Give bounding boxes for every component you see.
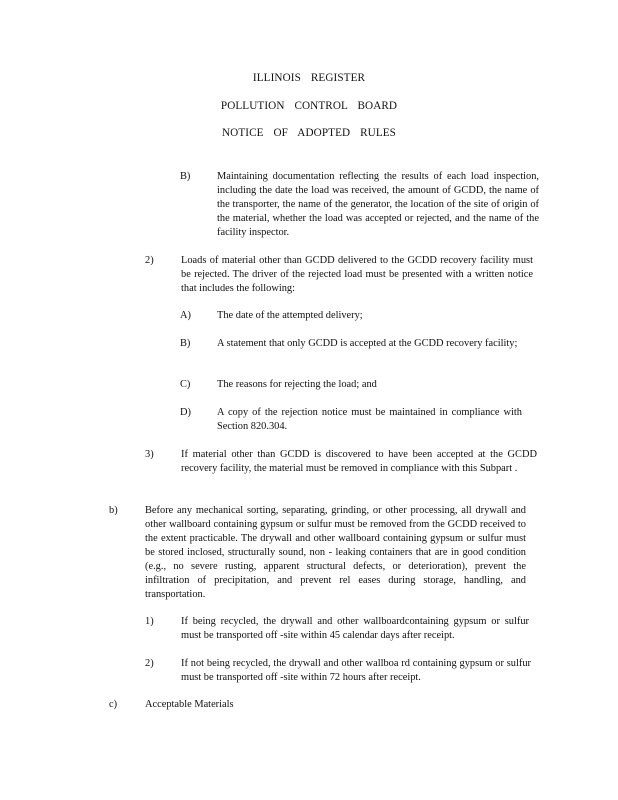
item-label: 2) (145, 658, 154, 669)
item-label: D) (180, 407, 191, 418)
item-label: 3) (145, 449, 154, 460)
item-text: Maintaining documentation reflecting the results of each load inspection, including the date the load was received, the amount of GCDD, the name of the transporter, the name of the generator, the location of the site of origin of the material, whether the load was accepted or rejected, and the name of the facility inspector. (217, 171, 539, 238)
item-label: B) (180, 171, 191, 182)
item-text: If not being recycled, the drywall and other wallboa rd containing gypsum or sulfur must be transported off -site within 72 hours after receipt. (181, 658, 531, 683)
item-text: If being recycled, the drywall and other wallboardcontaining gypsum or sulfur must be transported off -site within 45 calendar days after receipt. (181, 616, 529, 641)
item-label: c) (109, 699, 118, 710)
item-text: Before any mechanical sorting, separating, grinding, or other processing, all drywall and other wallboard containing gypsum or sulfur must be removed from the GCDD received to the extent practicable. The drywall and other wallboard containing gypsum or sulfur must be stored inclosed, structurally sound, non - leaking containers that are in good condition (e.g., no severe rusting, apparent structural defects, or deterioration), prevent the infiltration of precipitation, and prevent rel eases during storage, handling, and transportation. (145, 505, 526, 600)
header-notice: NOTICE OF ADOPTED RULES (221, 127, 397, 139)
item-text: If material other than GCDD is discovered to have been accepted at the GCDD recovery facility, the material must be removed in compliance with this Subpart . (181, 449, 537, 474)
item-label: 2) (145, 255, 154, 266)
item-label: b) (109, 505, 118, 516)
item-label: 1) (145, 616, 154, 627)
item-label: A) (180, 310, 191, 321)
item-text: Acceptable Materials (145, 699, 234, 710)
header-agency: ILLINOIS REGISTER (252, 72, 366, 84)
item-text: The date of the attempted delivery; (217, 310, 363, 321)
header-board: POLLUTION CONTROL BOARD (220, 100, 398, 112)
item-text: The reasons for rejecting the load; and (217, 379, 377, 390)
item-label: C) (180, 379, 191, 390)
item-text: A statement that only GCDD is accepted at the GCDD recovery facility; (217, 338, 518, 349)
item-text: Loads of material other than GCDD delivered to the GCDD recovery facility must be rejected. The driver of the rejected load must be presented with a written notice that includes the following: (181, 255, 533, 294)
item-text: A copy of the rejection notice must be maintained in compliance with Section 820.304. (217, 407, 522, 432)
item-label: B) (180, 338, 191, 349)
